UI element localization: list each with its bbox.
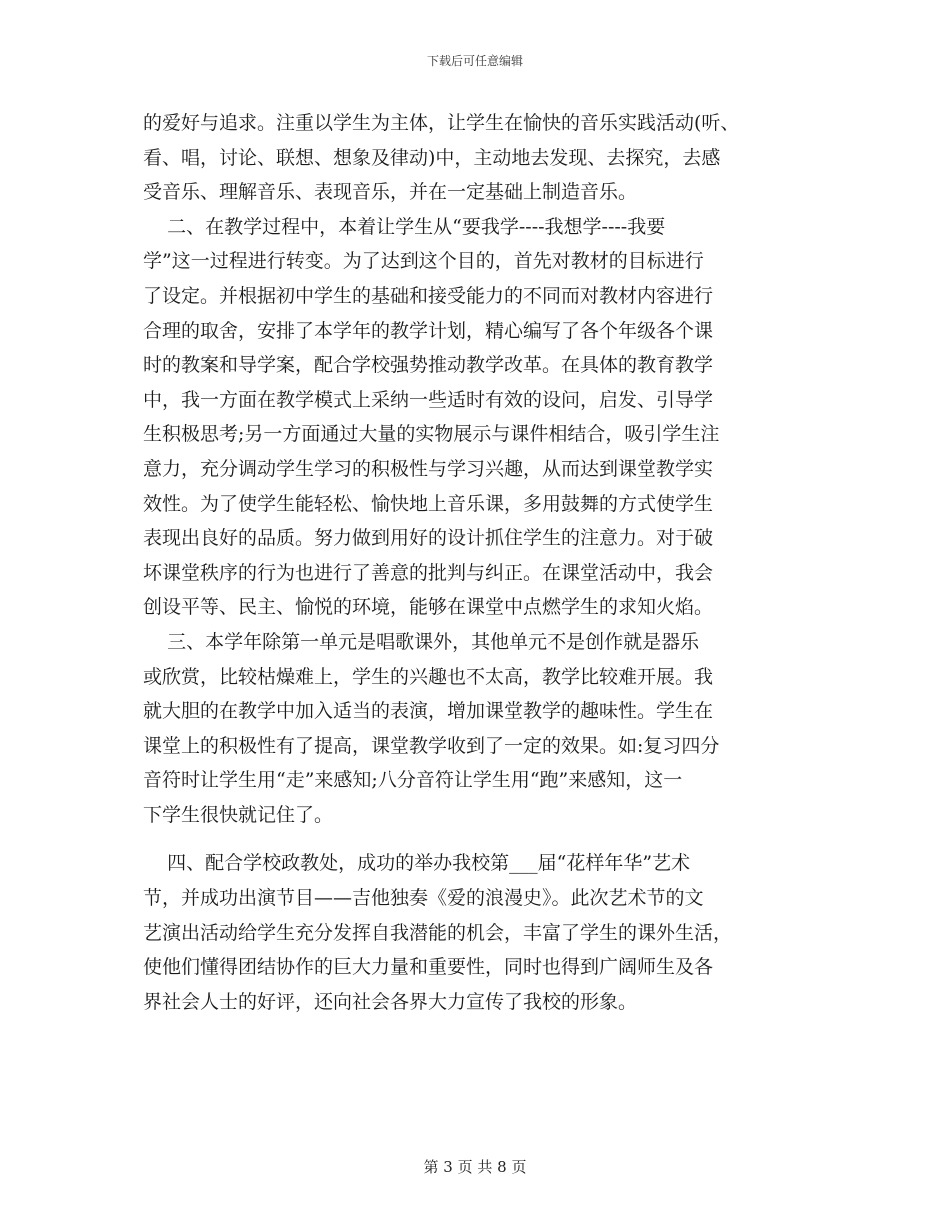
text-line: 坏课堂秩序的行为也进行了善意的批判与纠正。在课堂活动中，我会 <box>143 561 714 584</box>
text-line: 下学生很快就记住了。 <box>143 803 334 826</box>
text-line: 的爱好与追求。注重以学生为主体，让学生在愉快的音乐实践活动(听、 <box>143 112 740 134</box>
text-line: 意力，充分调动学生学习的积极性与学习兴趣，从而达到课堂教学实 <box>143 457 714 480</box>
text-line: 或欣赏，比较枯燥难上，学生的兴趣也不太高，教学比较难开展。我 <box>143 665 714 688</box>
text-line: 使他们懂得团结协作的巨大力量和重要性，同时也得到广阔师生及各 <box>143 956 714 979</box>
paragraph-2-start: 二、在教学过程中，本着让学生从“要我学----我想学----我要 <box>143 215 666 238</box>
page-number-footer: 第 3 页 共 8 页 <box>423 1158 527 1176</box>
text-line: 了设定。并根据初中学生的基础和接受能力的不同而对教材内容进行 <box>143 284 714 307</box>
paragraph-4-start: 四、配合学校政教处，成功的举办我校第___届“花样年华”艺术 <box>143 852 691 875</box>
page-header: 下载后可任意编辑 <box>426 54 523 68</box>
text-line: 表现出良好的品质。努力做到用好的设计抓住学生的注意力。对于破 <box>143 527 714 550</box>
document-body <box>143 106 807 1019</box>
text-line: 界社会人士的好评，还向社会各界大力宣传了我校的形象。 <box>143 990 638 1013</box>
text-line: 创设平等、民主、愉悦的环境，能够在课堂中点燃学生的求知火焰。 <box>143 596 714 619</box>
paragraph-3-start: 三、本学年除第一单元是唱歌课外，其他单元不是创作就是器乐 <box>143 630 700 653</box>
text-line: 生积极思考;另一方面通过大量的实物展示与课件相结合，吸引学生注 <box>143 423 720 446</box>
text-line: 课堂上的积极性有了提高，课堂教学收到了一定的效果。如:复习四分 <box>143 734 720 757</box>
text-line: 学”这一过程进行转变。为了达到这个目的，首先对教材的目标进行 <box>143 250 704 273</box>
text-line: 看、唱，讨论、联想、想象及律动)中，主动地去发现、去探究，去感 <box>143 146 721 169</box>
text-line: 就大胆的在教学中加入适当的表演，增加课堂教学的趣味性。学生在 <box>143 700 714 723</box>
text-line: 节，并成功出演节目——吉他独奏《爱的浪漫史》。此次艺术节的文 <box>143 887 704 910</box>
text-line: 音符时让学生用“走”来感知;八分音符让学生用“跑”来感知，这一 <box>143 769 683 792</box>
text-line: 时的教案和导学案，配合学校强势推动教学改革。在具体的教育教学 <box>143 354 714 377</box>
text-line: 艺演出活动给学生充分发挥自我潜能的机会，丰富了学生的课外生活， <box>143 921 733 944</box>
text-line: 合理的取舍，安排了本学年的教学计划，精心编写了各个年级各个课 <box>143 319 714 342</box>
text-line: 中，我一方面在教学模式上采纳一些适时有效的设问，启发、引导学 <box>143 388 714 411</box>
paragraph-gap <box>143 832 807 846</box>
text-line: 受音乐、理解音乐、表现音乐，并在一定基础上制造音乐。 <box>143 181 638 204</box>
text-line: 效性。为了使学生能轻松、愉快地上音乐课，多用鼓舞的方式使学生 <box>143 492 714 515</box>
